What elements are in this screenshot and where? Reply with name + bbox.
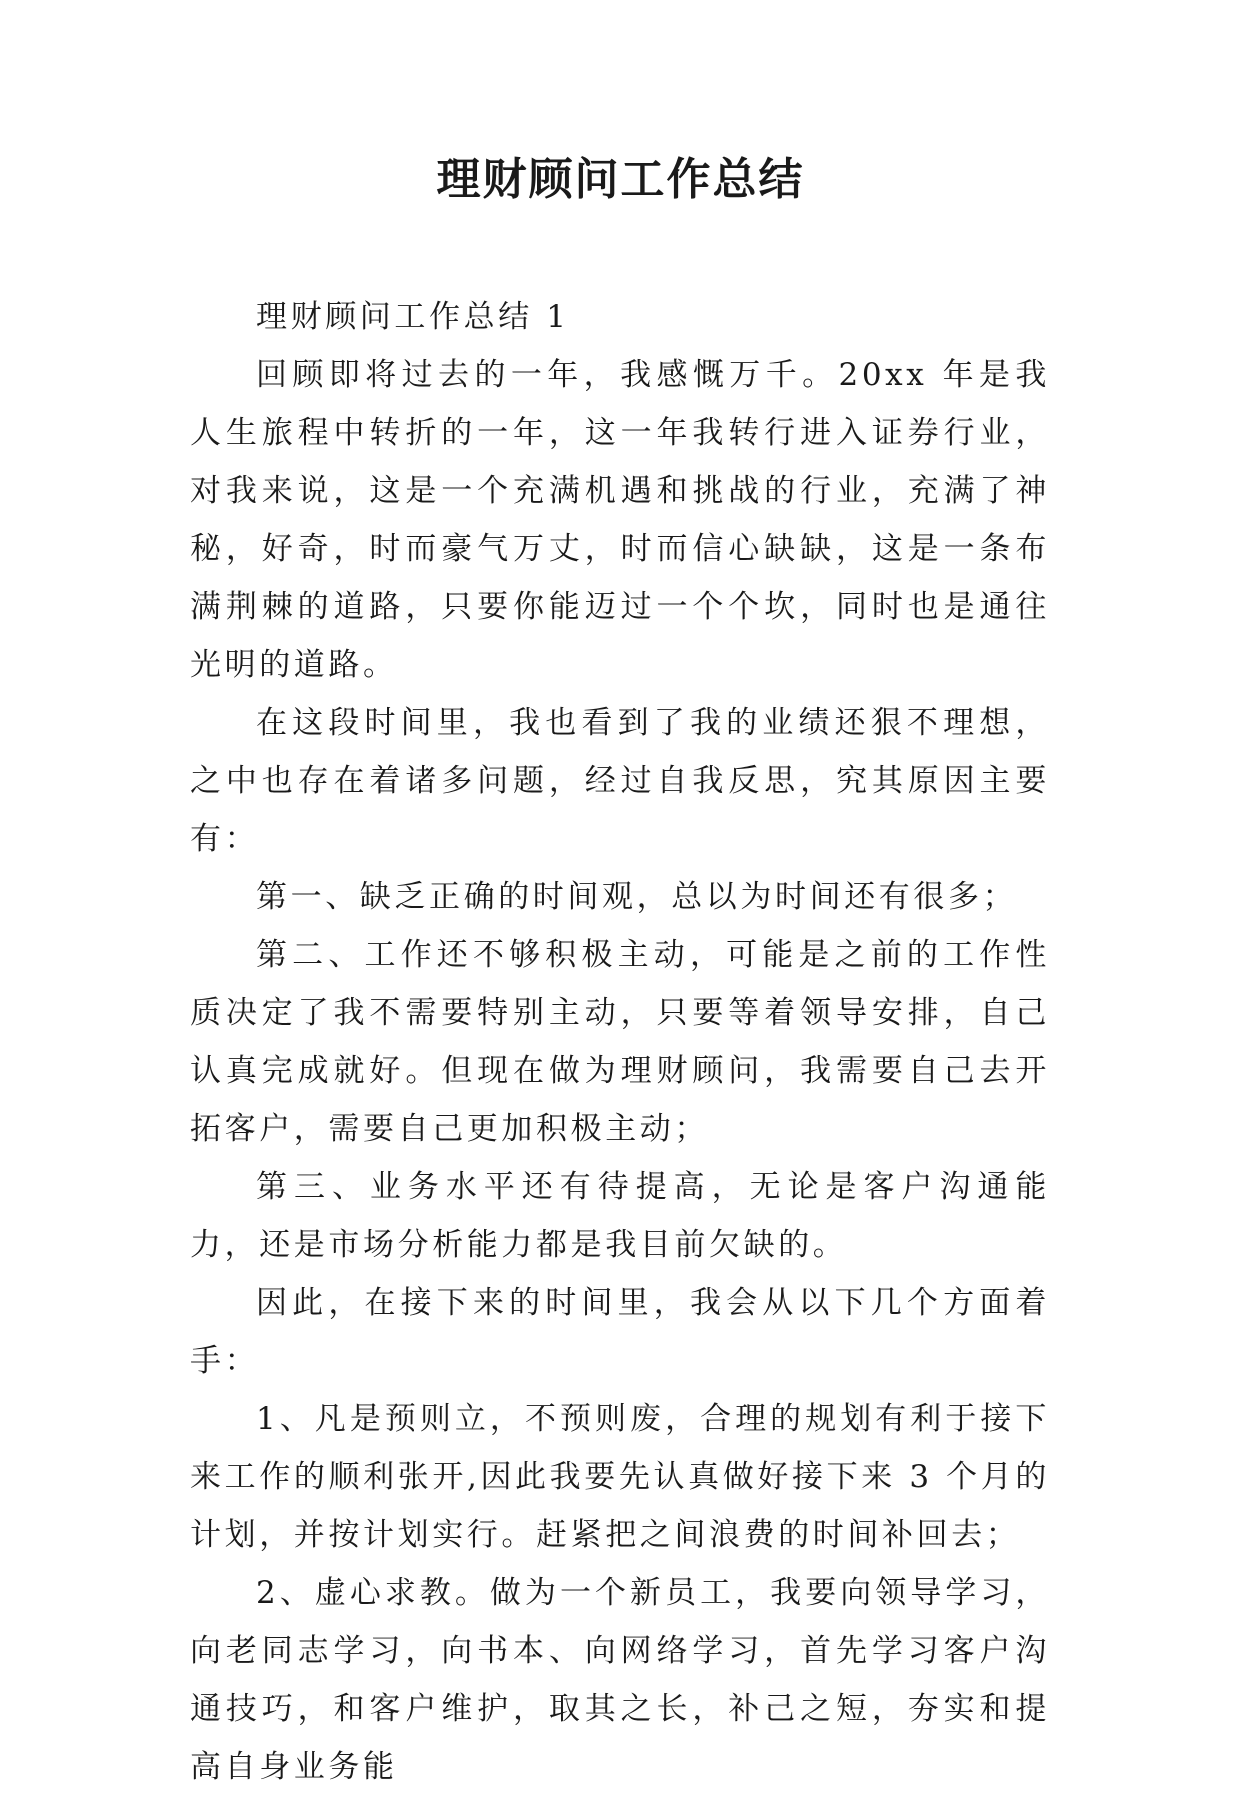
section-heading: 理财顾问工作总结 1: [256, 299, 570, 335]
paragraph: 2、虚心求教。做为一个新员工，我要向领导学习，向老同志学习，向书本、向网络学习，首先学习客户沟通技巧，和客户维护，取其之长，补己之短，夯实和提高自身业务能: [190, 1575, 1050, 1785]
document-title: 理财顾问工作总结: [436, 154, 805, 205]
paragraph: 因此，在接下来的时间里，我会从以下几个方面着手：: [190, 1285, 1050, 1379]
paragraph: 第一、缺乏正确的时间观，总以为时间还有很多；: [256, 879, 1018, 915]
paragraph: 第三、业务水平还有待提高，无论是客户沟通能力，还是市场分析能力都是我目前欠缺的。: [190, 1169, 1050, 1263]
paragraph: 第二、工作还不够积极主动，可能是之前的工作性质决定了我不需要特别主动，只要等着领导安排，自己认真完成就好。但现在做为理财顾问，我需要自己去开拓客户，需要自己更加积极主动；: [190, 937, 1050, 1147]
paragraph: 1、凡是预则立，不预则废，合理的规划有利于接下来工作的顺利张开,因此我要先认真做好接下来 3 个月的计划，并按计划实行。赶紧把之间浪费的时间补回去；: [190, 1401, 1050, 1553]
document-body: [190, 288, 1050, 1796]
paragraph: 回顾即将过去的一年，我感慨万千。20xx 年是我人生旅程中转折的一年，这一年我转行进入证券行业，对我来说，这是一个充满机遇和挑战的行业，充满了神秘，好奇，时而豪气万丈，时而信心缺缺，这是一条布满荆棘的道路，只要你能迈过一个个坎，同时也是通往光明的道路。: [190, 357, 1050, 683]
paragraph: 在这段时间里，我也看到了我的业绩还狠不理想，之中也存在着诸多问题，经过自我反思，究其原因主要有：: [190, 705, 1050, 857]
